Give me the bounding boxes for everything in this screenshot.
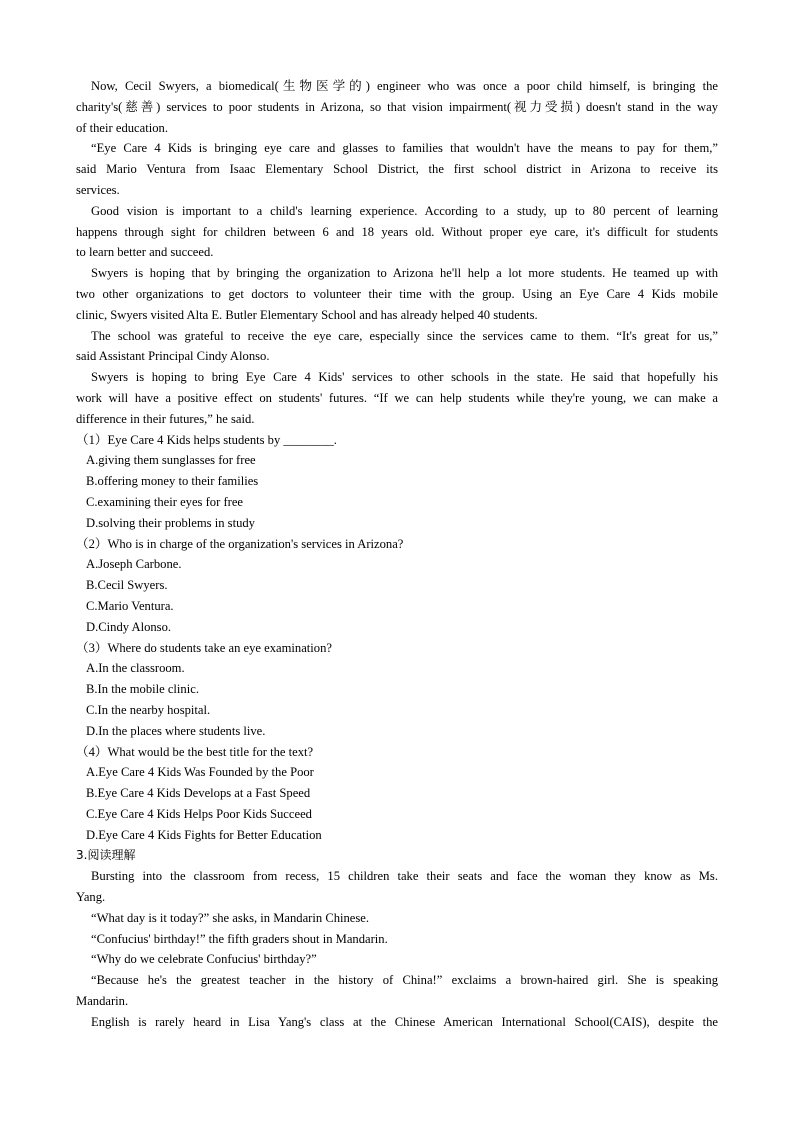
answer-option: C.Eye Care 4 Kids Helps Poor Kids Succeed <box>86 806 312 821</box>
text-line: Mandarin. <box>76 994 129 1009</box>
passage-paragraph <box>76 949 718 970</box>
question-stem: （4）What would be the best title for the text? <box>76 744 314 759</box>
text-line: difference in their futures,” he said. <box>76 411 255 426</box>
passage-paragraph <box>76 866 718 908</box>
text-line: Now, Cecil Swyers, a biomedical(生物医学的) engineer who was once a poor child himself, is bringing the <box>91 79 718 93</box>
text-line: of their education. <box>76 120 168 135</box>
text-line: “Why do we celebrate Confucius' birthday?” <box>91 952 317 967</box>
answer-option: A.Joseph Carbone. <box>86 557 182 572</box>
passage-paragraph <box>76 138 718 200</box>
question-stem: （3）Where do students take an eye examination? <box>76 640 332 655</box>
answer-option: D.In the places where students live. <box>86 723 266 738</box>
answer-option: A.In the classroom. <box>86 661 185 676</box>
answer-option: A.giving them sunglasses for free <box>86 453 256 468</box>
text-line: services. <box>76 182 120 197</box>
answer-option: A.Eye Care 4 Kids Was Founded by the Poor <box>86 765 314 780</box>
question-block <box>76 638 718 742</box>
question-block <box>76 742 718 846</box>
answer-option: C.examining their eyes for free <box>86 494 244 509</box>
text-line: said Assistant Principal Cindy Alonso. <box>76 349 270 364</box>
question-block <box>76 534 718 638</box>
passage-paragraph <box>76 367 718 429</box>
answer-option: B.In the mobile clinic. <box>86 682 199 697</box>
text-line: Yang. <box>76 890 106 905</box>
text-line: clinic, Swyers visited Alta E. Butler Elementary School and has already helped 40 students. <box>76 307 538 322</box>
text-line: Swyers is hoping to bring Eye Care 4 Kids' services to other schools in the state. He said that hopefully his <box>91 370 718 385</box>
passage-paragraph <box>76 908 718 929</box>
passage-paragraph <box>76 929 718 950</box>
answer-option: B.offering money to their families <box>86 474 259 489</box>
text-line: said Mario Ventura from Isaac Elementary School District, the first school district in Arizona to receive its <box>76 162 718 177</box>
text-line: two other organizations to get doctors to volunteer their time with the group. Using an Eye Care 4 Kids mobile <box>76 286 718 301</box>
answer-option: D.Eye Care 4 Kids Fights for Better Education <box>86 827 322 842</box>
question-block <box>76 430 718 534</box>
passage-paragraph <box>76 1012 718 1033</box>
answer-option: D.solving their problems in study <box>86 515 255 530</box>
question-stem: （1）Eye Care 4 Kids helps students by ________. <box>76 432 337 447</box>
text-line: Swyers is hoping that by bringing the organization to Arizona he'll help a lot more students. He teamed up with <box>91 266 718 281</box>
text-line: The school was grateful to receive the eye care, especially since the services came to them. “It's great for us,” <box>91 328 718 343</box>
answer-option: B.Cecil Swyers. <box>86 578 168 593</box>
text-line: “Eye Care 4 Kids is bringing eye care and glasses to families that wouldn't have the means to pay for them,” <box>91 141 718 156</box>
passage-paragraph <box>76 326 718 368</box>
answer-option: C.Mario Ventura. <box>86 598 174 613</box>
text-line: “What day is it today?” she asks, in Mandarin Chinese. <box>91 910 370 925</box>
text-line: “Because he's the greatest teacher in the history of China!” exclaims a brown-haired girl. She is speaking <box>91 973 718 988</box>
answer-option: D.Cindy Alonso. <box>86 619 172 634</box>
document-page <box>76 76 718 1033</box>
question-stem: （2）Who is in charge of the organization's services in Arizona? <box>76 536 404 551</box>
text-line: work will have a positive effect on students' futures. “If we can help students while they're young, we can make a <box>76 390 718 405</box>
passage-paragraph <box>76 970 718 1012</box>
answer-option: C.In the nearby hospital. <box>86 702 211 717</box>
passage-paragraph <box>76 76 718 138</box>
text-line: English is rarely heard in Lisa Yang's class at the Chinese American International School(CAIS), despite the <box>91 1014 718 1029</box>
passage-paragraph <box>76 201 718 263</box>
text-line: to learn better and succeed. <box>76 245 214 260</box>
section-heading: 3.阅读理解 <box>76 848 136 863</box>
text-line: charity's(慈善) services to poor students in Arizona, so that vision impairment(视力受损) doesn't stand in the way <box>76 99 718 114</box>
text-line: happens through sight for children between 6 and 18 years old. Without proper eye care, it's difficult for students <box>76 224 718 239</box>
passage-paragraph <box>76 263 718 325</box>
text-line: Good vision is important to a child's learning experience. According to a study, up to 80 percent of learning <box>91 203 718 218</box>
answer-option: B.Eye Care 4 Kids Develops at a Fast Speed <box>86 786 311 801</box>
text-line: “Confucius' birthday!” the fifth graders shout in Mandarin. <box>91 931 388 946</box>
text-line: Bursting into the classroom from recess, 15 children take their seats and face the woman they know as Ms. <box>91 869 718 884</box>
